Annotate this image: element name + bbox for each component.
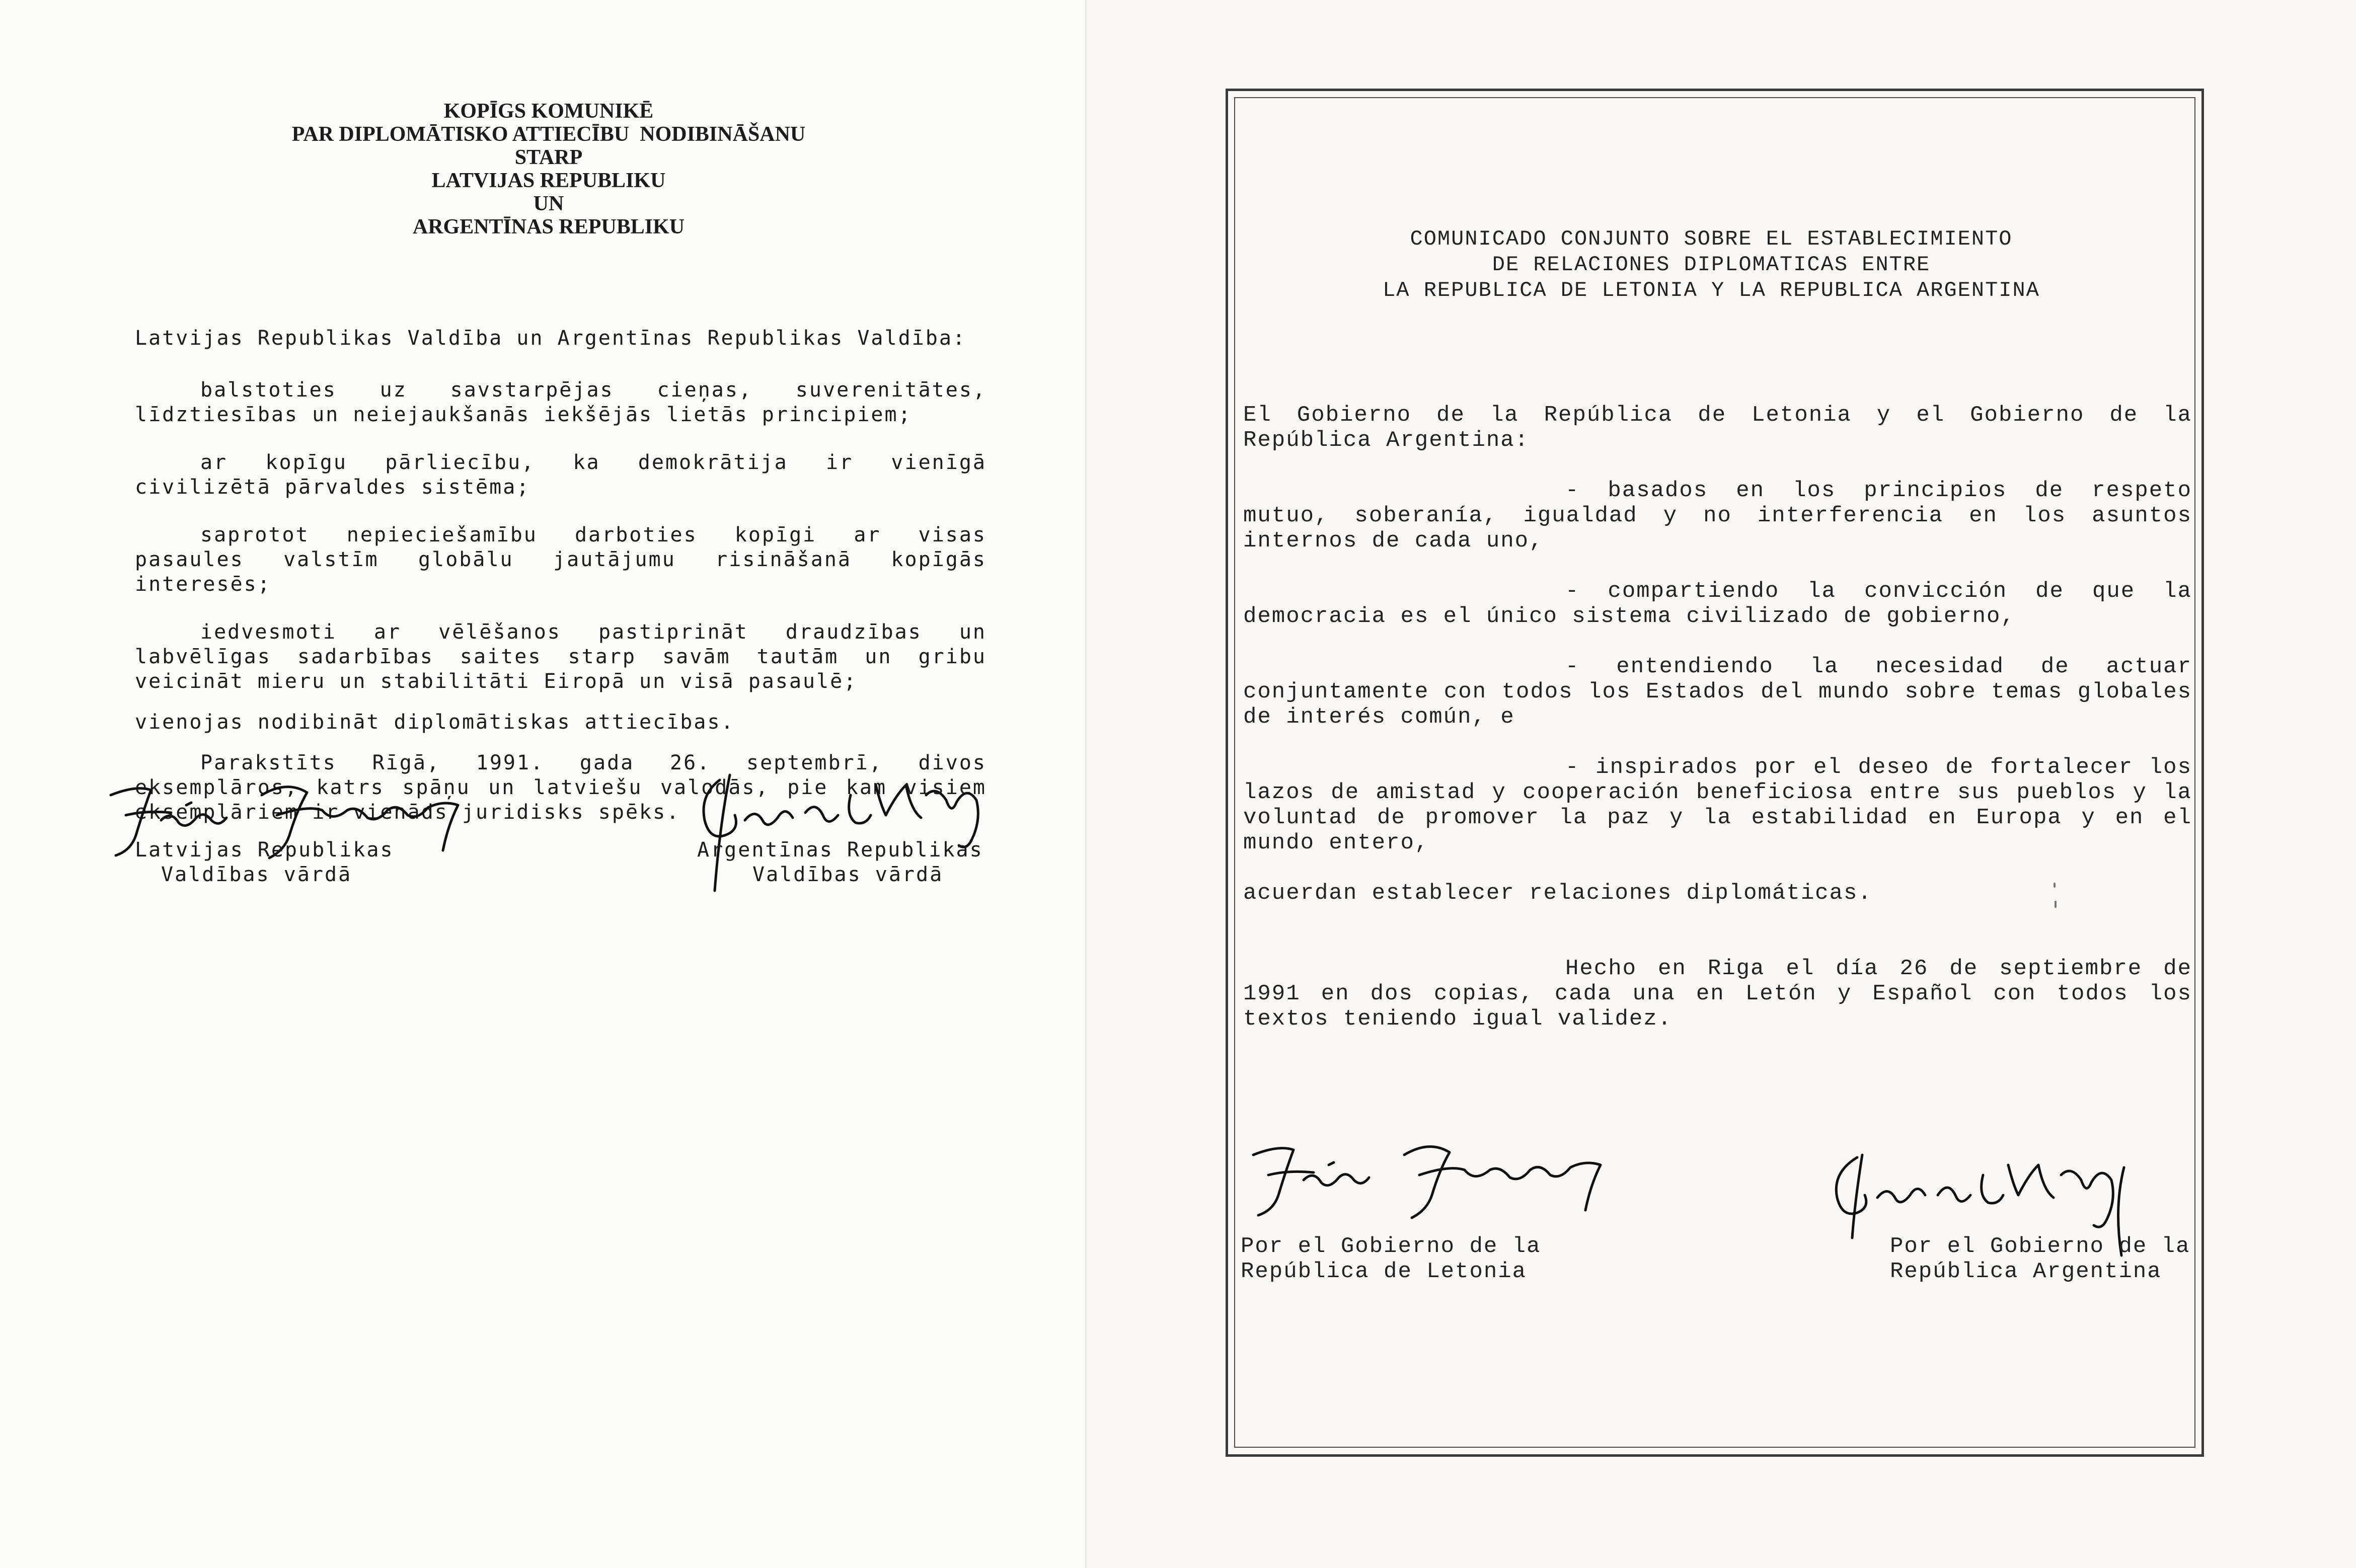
latvian-signatory-right [697,838,1009,887]
spanish-signatory-left [1241,1234,1623,1284]
spanish-paragraph: - compartiendo la convicción de que la democracia es el único sistema civilizado de gobierno, [1243,579,2192,629]
latvian-paragraph: saprotot nepieciešamību darboties kopīgi ar visas pasaules valstīm globālu jautājumu risināšanā kopīgās interesēs; [135,523,986,596]
paper-mark [2054,883,2056,888]
latvian-closing: Parakstīts Rīgā, 1991. gada 26. septembrī, divos eksemplāros, katrs spāņu un latviešu valodās, pie kam visiem eksemplāriem ir vienāds juridisks spēks. [135,751,986,824]
spanish-body [1243,403,2192,1032]
signatory-label: Valdības vārdā [161,863,352,886]
signatory-label: Argentīnas Republikas [697,838,983,861]
spanish-paragraph: - inspirados por el deseo de fortalecer los lazos de amistad y cooperación beneficiosa entre sus pueblos y la voluntad de promover la paz y la estabilidad en Europa y en el mundo entero, [1243,755,2192,855]
latvian-paragraph: ar kopīgu pārliecību, ka demokrātija ir vienīgā civilizētā pārvaldes sistēma; [135,451,986,499]
spanish-title [1329,226,2094,303]
spanish-paragraph: - entendiendo la necesidad de actuar conjuntamente con todos los Estados del mundo sobre temas globales de interés común, e [1243,654,2192,730]
signatory-label: República de Letonia [1241,1259,1527,1284]
spanish-communique-page [1087,0,2356,1568]
spanish-resolution: acuerdan establecer relaciones diplomáticas. [1243,881,1872,906]
spanish-title-line: COMUNICADO CONJUNTO SOBRE EL ESTABLECIMIENTO [1410,227,2013,251]
spanish-title-line: LA REPUBLICA DE LETONIA Y LA REPUBLICA ARGENTINA [1383,278,2040,302]
spanish-signatory-right [1890,1234,2202,1284]
latvian-title-line: KOPĪGS KOMUNIKĒ [443,100,654,123]
latvian-title-line: STARP [514,146,583,169]
latvian-title [211,100,886,239]
signatory-label: Por el Gobierno de la [1241,1234,1541,1259]
latvian-signatory-left [135,838,487,887]
spanish-title-line: DE RELACIONES DIPLOMATICAS ENTRE [1492,253,1931,277]
latvian-paragraph: iedvesmoti ar vēlēšanos pastiprināt draudzības un labvēlīgas sadarbības saites starp savām tautām un gribu veicināt mieru un stabilitāti Eiropā un visā pasaulē; [135,620,986,693]
latvian-body [135,326,986,825]
signatory-label: Valdības vārdā [752,863,944,886]
latvian-communique-page [0,0,1087,1568]
latvian-intro: Latvijas Republikas Valdība un Argentīnas Republikas Valdība: [135,327,967,350]
spanish-closing: Hecho en Riga el día 26 de septiembre de 1991 en dos copias, cada una en Letón y Español con todos los textos teniendo igual validez. [1243,956,2192,1032]
latvian-title-line: UN [533,192,564,215]
latvian-paragraph: balstoties uz savstarpējas cieņas, suverenitātes, līdztiesības un neiejaukšanās iekšējās lietās principiem; [135,378,986,426]
latvian-resolution: vienojas nodibināt diplomātiskas attiecības. [135,711,735,734]
latvian-title-line: PAR DIPLOMĀTISKO ATTIECĪBU NODIBINĀŠANU [291,123,806,146]
spanish-paragraph: - basados en los principios de respeto mutuo, soberanía, igualdad y no interferencia en los asuntos internos de cada uno, [1243,478,2192,554]
paper-mark [2055,901,2057,908]
latvian-signature-right [1238,1135,1621,1220]
signatory-label: República Argentina [1890,1259,2162,1284]
latvian-title-line: ARGENTĪNAS REPUBLIKU [412,215,685,239]
spanish-intro: El Gobierno de la República de Letonia y el Gobierno de la República Argentina: [1243,403,2192,453]
signatory-label: Por el Gobierno de la [1890,1234,2190,1259]
signatory-label: Latvijas Republikas [135,838,394,861]
latvian-title-line: LATVIJAS REPUBLIKU [431,169,666,192]
